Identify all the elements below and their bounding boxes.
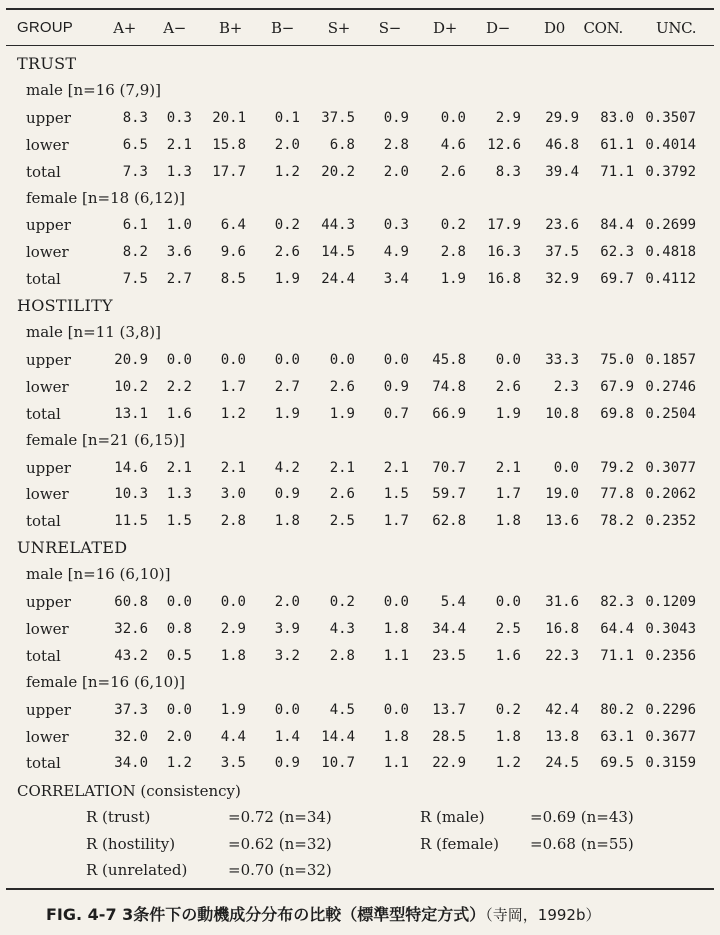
table-cell: 4.6 (440, 136, 466, 153)
group-label: male [n=16 (6,10)] (26, 565, 171, 584)
table-cell: 64.4 (600, 620, 634, 637)
table-cell: 2.9 (495, 109, 521, 126)
corr-value: =0.68 (n=55) (530, 834, 634, 853)
table-cell: 3.6 (166, 244, 192, 261)
table-cell: 3.4 (383, 271, 409, 288)
table-cell: 14.6 (114, 459, 148, 476)
row-label: upper (26, 700, 71, 719)
table-cell: 0.2352 (645, 513, 696, 530)
table-cell: 1.1 (383, 755, 409, 772)
corr-label: R (male) (420, 808, 485, 827)
table-cell: 77.8 (600, 486, 634, 503)
table-cell: 67.9 (600, 378, 634, 395)
header-col-6: S− (378, 19, 401, 37)
table-cell: 1.8 (495, 728, 521, 745)
row-label: total (26, 270, 61, 289)
header-col-4: B− (271, 19, 294, 37)
table-cell: 0.0 (495, 594, 521, 610)
table-cell: 14.5 (321, 244, 355, 261)
group-label: male [n=11 (3,8)] (26, 323, 161, 341)
table-cell: 2.3 (553, 378, 579, 395)
table-cell: 0.2356 (645, 647, 696, 664)
table-cell: 0.0 (220, 351, 246, 368)
caption-citation: （寺岡，1992b） (485, 906, 601, 924)
table-cell: 2.8 (383, 136, 409, 153)
row-label: total (26, 162, 61, 181)
row-label: lower (26, 485, 69, 504)
table-cell: 0.3077 (645, 459, 696, 476)
group-label: female [n=16 (6,10)] (26, 672, 185, 691)
header-col-8: D− (486, 19, 510, 37)
table-cell: 2.6 (495, 378, 521, 395)
section-title: HOSTILITY (17, 296, 113, 316)
header-col-5: S+ (327, 19, 350, 37)
table-cell: 69.5 (600, 755, 634, 772)
table-cell: 66.9 (432, 405, 466, 422)
caption-main: FIG. 4-7 3条件下の動機成分分布の比較（標準型特定方式） (46, 905, 486, 924)
table-cell: 1.7 (495, 486, 521, 503)
table-cell: 45.8 (432, 351, 466, 368)
table-cell: 0.9 (383, 109, 409, 126)
table-cell: 0.2 (440, 217, 466, 234)
row-label: lower (26, 135, 69, 154)
table-cell: 14.4 (321, 728, 355, 745)
table-cell: 0.0 (383, 701, 409, 718)
table-cell: 16.8 (545, 620, 579, 637)
table-cell: 0.0 (220, 594, 246, 610)
table-cell: 0.2 (329, 594, 355, 610)
table-cell: 0.0 (383, 351, 409, 368)
table-cell: 2.8 (220, 513, 246, 530)
corr-label: R (hostility) (86, 834, 176, 853)
table-cell: 37.5 (321, 109, 355, 126)
table-cell: 0.8 (166, 620, 192, 637)
table-cell: 2.0 (166, 728, 192, 745)
row-label: total (26, 754, 61, 773)
table-cell: 23.5 (432, 647, 466, 664)
table-cell: 62.8 (432, 513, 466, 530)
table-cell: 71.1 (600, 647, 634, 664)
table-cell: 17.7 (212, 163, 246, 180)
table-cell: 1.5 (166, 513, 192, 530)
table-cell: 2.1 (220, 459, 246, 476)
table-cell: 42.4 (545, 701, 579, 718)
header-col-2: A− (163, 19, 186, 37)
table-cell: 44.3 (321, 217, 355, 234)
table-cell: 0.3159 (645, 755, 696, 772)
table-cell: 0.0 (274, 701, 300, 718)
table-cell: 1.7 (220, 378, 246, 395)
table-cell: 37.5 (545, 244, 579, 261)
table-cell: 74.8 (432, 378, 466, 395)
row-label: lower (26, 377, 69, 396)
table-cell: 0.3677 (645, 728, 696, 745)
table-cell: 20.1 (212, 109, 246, 126)
figure-caption (46, 902, 600, 925)
table-cell: 2.6 (274, 244, 300, 261)
table-cell: 0.0 (166, 701, 192, 718)
table-cell: 0.2062 (645, 486, 696, 503)
table-cell: 3.5 (220, 755, 246, 772)
table-cell: 2.5 (329, 513, 355, 530)
table-cell: 0.0 (166, 594, 192, 610)
row-label: upper (26, 216, 71, 235)
corr-value: =0.69 (n=43) (530, 808, 634, 827)
table-cell: 7.5 (122, 271, 148, 288)
table-cell: 10.8 (545, 405, 579, 422)
table-cell: 6.5 (122, 136, 148, 153)
table-header-rule (6, 45, 714, 46)
table-cell: 2.1 (495, 459, 521, 476)
table-cell: 1.7 (383, 513, 409, 530)
table-cell: 6.1 (122, 217, 148, 234)
table-bottom-rule (6, 888, 714, 890)
table-cell: 0.1857 (645, 351, 696, 368)
table-cell: 1.8 (383, 620, 409, 637)
table-cell: 62.3 (600, 244, 634, 261)
table-cell: 0.3507 (645, 109, 696, 126)
table-cell: 0.2 (274, 217, 300, 234)
table-cell: 1.9 (274, 271, 300, 288)
table-cell: 3.2 (274, 647, 300, 664)
table-cell: 10.2 (114, 378, 148, 395)
table-cell: 0.0 (166, 351, 192, 368)
table-cell: 32.9 (545, 271, 579, 288)
table-cell: 13.1 (114, 405, 148, 422)
table-cell: 83.0 (600, 109, 634, 126)
table-cell: 8.2 (122, 244, 148, 261)
table-cell: 19.0 (545, 486, 579, 503)
section-title: TRUST (17, 54, 77, 73)
table-cell: 4.4 (220, 728, 246, 745)
table-cell: 3.0 (220, 486, 246, 503)
table-cell: 0.4014 (645, 136, 696, 153)
header-col-10: CON. (583, 19, 623, 37)
table-cell: 1.9 (274, 405, 300, 422)
table-cell: 2.9 (220, 620, 246, 637)
table-cell: 80.2 (600, 701, 634, 718)
row-label: lower (26, 727, 69, 746)
table-cell: 39.4 (545, 163, 579, 180)
table-cell: 2.1 (383, 459, 409, 476)
corr-value: =0.70 (n=32) (228, 861, 332, 880)
group-label: female [n=18 (6,12)] (26, 188, 185, 207)
table-cell: 1.1 (383, 647, 409, 664)
table-cell: 2.0 (274, 594, 300, 610)
table-cell: 69.7 (600, 271, 634, 288)
table-cell: 3.9 (274, 620, 300, 637)
table-cell: 13.6 (545, 513, 579, 530)
table-cell: 70.7 (432, 459, 466, 476)
corr-label: R (female) (420, 834, 500, 853)
table-cell: 78.2 (600, 513, 634, 530)
corr-value: =0.72 (n=34) (228, 808, 332, 827)
table-cell: 1.6 (495, 647, 521, 664)
table-cell: 22.3 (545, 647, 579, 664)
table-cell: 0.2296 (645, 701, 696, 718)
table-cell: 1.4 (274, 728, 300, 745)
header-col-1: A+ (113, 19, 136, 37)
header-col-7: D+ (433, 19, 457, 37)
table-cell: 1.3 (166, 486, 192, 503)
table-cell: 2.1 (166, 136, 192, 153)
table-cell: 59.7 (432, 486, 466, 503)
group-label: female [n=21 (6,15)] (26, 430, 185, 449)
table-cell: 1.5 (383, 486, 409, 503)
table-cell: 20.2 (321, 163, 355, 180)
table-cell: 9.6 (220, 244, 246, 261)
table-cell: 31.6 (545, 594, 579, 610)
row-label: total (26, 646, 61, 665)
table-cell: 1.2 (495, 755, 521, 772)
table-cell: 1.8 (383, 728, 409, 745)
corr-label: R (unrelated) (86, 861, 188, 880)
table-cell: 46.8 (545, 136, 579, 153)
table-cell: 1.8 (220, 647, 246, 664)
table-cell: 2.8 (329, 647, 355, 664)
row-label: upper (26, 350, 71, 369)
table-cell: 1.9 (220, 701, 246, 718)
table-cell: 0.3 (383, 217, 409, 234)
table-cell: 0.1209 (645, 594, 696, 610)
table-cell: 37.3 (114, 701, 148, 718)
table-cell: 1.8 (274, 513, 300, 530)
table-cell: 1.6 (166, 405, 192, 422)
row-label: lower (26, 619, 69, 638)
table-cell: 61.1 (600, 136, 634, 153)
table-cell: 33.3 (545, 351, 579, 368)
corr-label: R (trust) (86, 808, 151, 827)
row-label: upper (26, 458, 71, 477)
table-cell: 0.2504 (645, 405, 696, 422)
table-cell: 34.0 (114, 755, 148, 772)
table-cell: 2.0 (383, 163, 409, 180)
table-cell: 0.2746 (645, 378, 696, 395)
table-cell: 0.9 (274, 486, 300, 503)
table-cell: 0.3043 (645, 620, 696, 637)
table-cell: 0.2699 (645, 217, 696, 234)
table-cell: 4.5 (329, 701, 355, 718)
table-cell: 0.7 (383, 405, 409, 422)
table-cell: 6.8 (329, 136, 355, 153)
table-cell: 0.3792 (645, 163, 696, 180)
table-cell: 24.5 (545, 755, 579, 772)
table-cell: 12.6 (487, 136, 521, 153)
table-cell: 2.5 (495, 620, 521, 637)
table-cell: 1.0 (166, 217, 192, 234)
table-cell: 2.8 (440, 244, 466, 261)
table-cell: 0.1 (274, 109, 300, 126)
table-cell: 2.6 (440, 163, 466, 180)
table-cell: 0.5 (166, 647, 192, 664)
header-col-3: B+ (219, 19, 242, 37)
corr-value: =0.62 (n=32) (228, 834, 332, 853)
table-cell: 2.7 (166, 271, 192, 288)
table-cell: 32.6 (114, 620, 148, 637)
row-label: total (26, 404, 61, 423)
table-cell: 23.6 (545, 217, 579, 234)
table-cell: 10.7 (321, 755, 355, 772)
table-cell: 0.4818 (645, 244, 696, 261)
table-cell: 69.8 (600, 405, 634, 422)
row-label: lower (26, 243, 69, 262)
table-cell: 71.1 (600, 163, 634, 180)
table-cell: 13.8 (545, 728, 579, 745)
table-cell: 10.3 (114, 486, 148, 503)
header-col-9: D0 (544, 19, 565, 37)
group-label: male [n=16 (7,9)] (26, 80, 161, 99)
table-cell: 0.3 (166, 109, 192, 126)
row-label: upper (26, 593, 71, 611)
table-cell: 84.4 (600, 217, 634, 234)
table-cell: 63.1 (600, 728, 634, 745)
row-label: upper (26, 108, 71, 127)
table-cell: 1.2 (274, 163, 300, 180)
table-cell: 0.0 (495, 351, 521, 368)
table-top-rule (6, 8, 714, 10)
table-cell: 16.3 (487, 244, 521, 261)
row-label: total (26, 512, 61, 531)
table-cell: 16.8 (487, 271, 521, 288)
table-cell: 29.9 (545, 109, 579, 126)
header-col-11: UNC. (656, 19, 697, 37)
table-cell: 11.5 (114, 513, 148, 530)
table-cell: 4.3 (329, 620, 355, 637)
table-cell: 1.3 (166, 163, 192, 180)
table-cell: 34.4 (432, 620, 466, 637)
table-cell: 1.9 (495, 405, 521, 422)
table-cell: 8.5 (220, 271, 246, 288)
table-cell: 79.2 (600, 459, 634, 476)
table-cell: 0.0 (329, 351, 355, 368)
table-cell: 1.9 (329, 405, 355, 422)
table-cell: 7.3 (122, 163, 148, 180)
table-cell: 2.0 (274, 136, 300, 153)
table-cell: 0.4112 (645, 271, 696, 288)
table-cell: 43.2 (114, 647, 148, 664)
table-cell: 32.0 (114, 728, 148, 745)
table-cell: 0.0 (553, 459, 579, 476)
table-cell: 0.2 (495, 701, 521, 718)
table-cell: 2.7 (274, 378, 300, 395)
table-cell: 75.0 (600, 351, 634, 368)
table-cell: 8.3 (122, 109, 148, 126)
header-group: GROUP (17, 19, 74, 36)
table-cell: 6.4 (220, 217, 246, 234)
section-title: UNRELATED (17, 538, 128, 558)
table-cell: 4.2 (274, 459, 300, 476)
table-cell: 5.4 (440, 594, 466, 610)
table-cell: 2.2 (166, 378, 192, 395)
table-cell: 20.9 (114, 351, 148, 368)
table-cell: 0.0 (274, 351, 300, 368)
table-cell: 13.7 (432, 701, 466, 718)
table-cell: 2.1 (329, 459, 355, 476)
table-cell: 1.2 (166, 755, 192, 772)
correlation-title: CORRELATION (consistency) (17, 782, 241, 801)
table-cell: 0.9 (383, 378, 409, 395)
table-cell: 17.9 (487, 217, 521, 234)
table-cell: 2.6 (329, 378, 355, 395)
table-cell: 22.9 (432, 755, 466, 772)
table-cell: 8.3 (495, 163, 521, 180)
table-cell: 82.3 (600, 594, 634, 610)
table-cell: 28.5 (432, 728, 466, 745)
table-cell: 1.2 (220, 405, 246, 422)
table-cell: 1.8 (495, 513, 521, 530)
table-cell: 24.4 (321, 271, 355, 288)
table-cell: 0.9 (274, 755, 300, 772)
table-cell: 2.6 (329, 486, 355, 503)
table-cell: 15.8 (212, 136, 246, 153)
table-cell: 1.9 (440, 271, 466, 288)
table-cell: 2.1 (166, 459, 192, 476)
table-cell: 4.9 (383, 244, 409, 261)
table-cell: 0.0 (383, 594, 409, 610)
table-cell: 60.8 (114, 594, 148, 610)
table-cell: 0.0 (440, 109, 466, 126)
